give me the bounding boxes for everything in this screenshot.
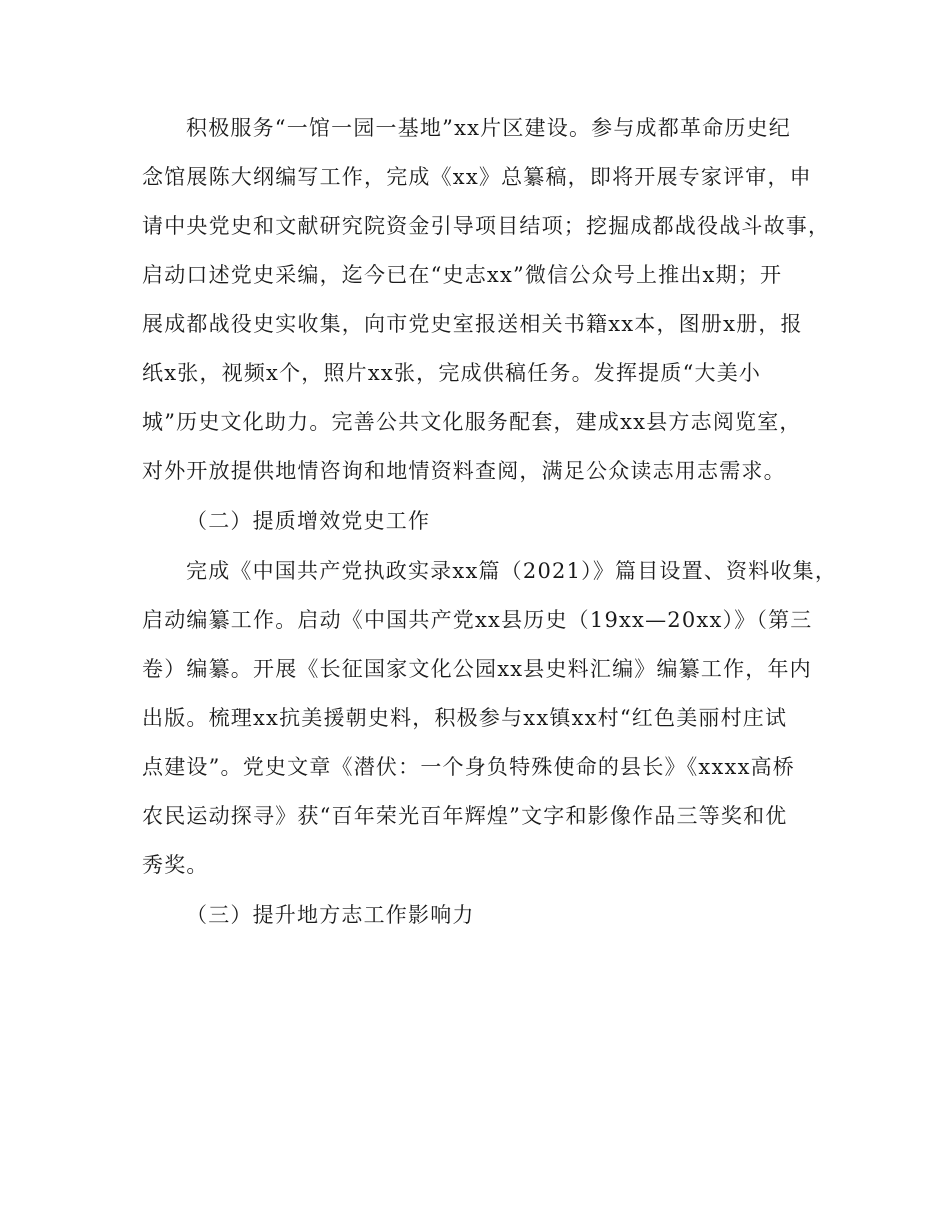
paragraph-1-line-8: 对外开放提供地情咨询和地情资料查阅，满足公众读志用志需求。	[142, 459, 786, 483]
paragraph-1-line-7: 城”历史文化助力。完善公共文化服务配套，建成xx县方志阅览室，	[142, 410, 802, 434]
paragraph-2-line-2: 启动编纂工作。启动《中国共产党xx县历史（19xx—20xx）》（第三	[142, 608, 813, 632]
paragraph-1-line-4: 启动口述党史采编，迄今已在“史志xx”微信公众号上推出x期；开	[142, 263, 783, 287]
paragraph-1-line-6: 纸x张，视频x个，照片xx张，完成供稿任务。发挥提质“大美小	[142, 361, 762, 385]
paragraph-1-line-3: 请中央党史和文献研究院资金引导项目结项；挖掘成都战役战斗故事，	[142, 214, 831, 238]
paragraph-2-line-4: 出版。梳理xx抗美援朝史料，积极参与xx镇xx村“红色美丽村庄试	[142, 706, 788, 730]
section-heading-2: （二）提质增效党史工作	[186, 509, 431, 533]
paragraph-1-line-2: 念馆展陈大纲编写工作，完成《xx》总纂稿，即将开展专家评审，申	[142, 165, 812, 189]
paragraph-2-line-6: 农民运动探寻》获“百年荣光百年辉煌”文字和影像作品三等奖和优	[142, 804, 788, 828]
paragraph-2-line-3: 卷）编纂。开展《长征国家文化公园xx县史料汇编》编纂工作，年内	[142, 657, 812, 681]
section-heading-3: （三）提升地方志工作影响力	[186, 903, 475, 927]
paragraph-1-line-5: 展成都战役史实收集，向市党史室报送相关书籍xx本，图册x册，报	[142, 312, 803, 336]
paragraph-2-line-5: 点建设”。党史文章《潜伏：一个身负特殊使命的县长》《xxxx高桥	[142, 755, 796, 779]
paragraph-2-line-7: 秀奖。	[142, 853, 209, 877]
paragraph-1-line-1: 积极服务“一馆一园一基地”xx片区建设。参与成都革命历史纪	[186, 116, 791, 140]
paragraph-2-line-1: 完成《中国共产党执政实录xx篇（2021）》篇目设置、资料收集，	[186, 559, 838, 583]
